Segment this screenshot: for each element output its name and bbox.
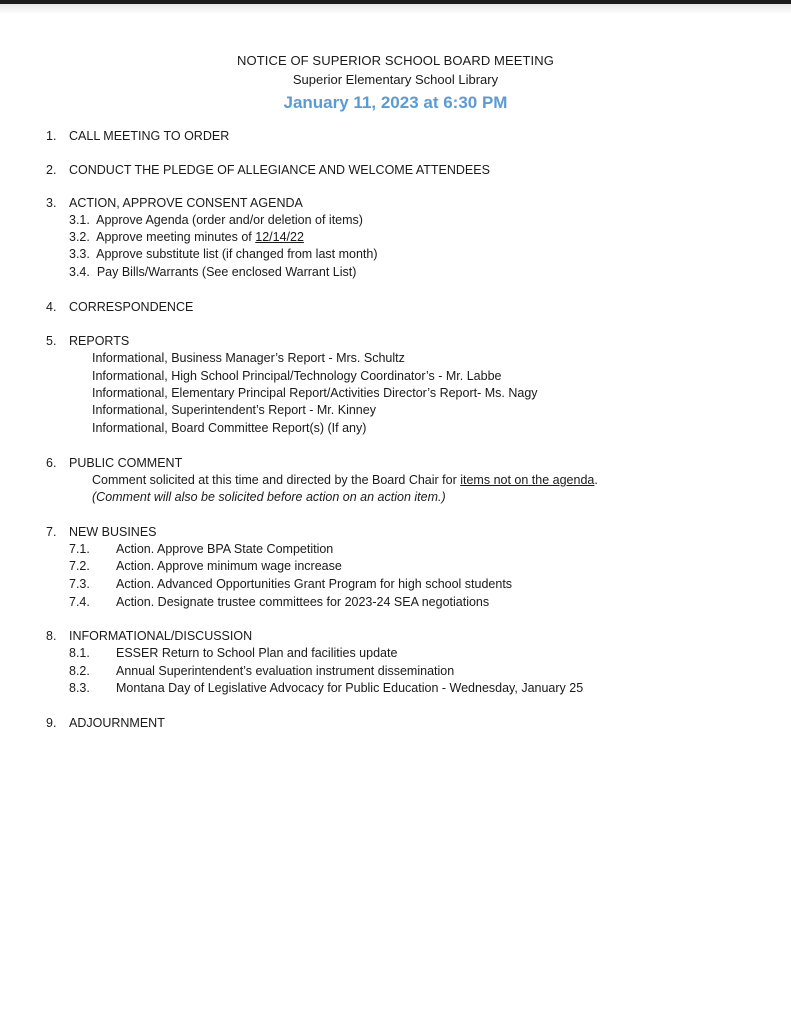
sub-number: 7.2. — [69, 559, 90, 573]
sub-number: 3.2. — [69, 230, 90, 244]
sub-number: 3.4. — [69, 265, 90, 279]
sub-item-7-3 — [69, 576, 513, 592]
item-number: 9. — [46, 716, 57, 730]
sub-number: 8.1. — [69, 646, 90, 660]
sub-text: Approve meeting minutes of — [96, 230, 256, 244]
item-number: 7. — [46, 525, 57, 539]
meeting-location: Superior Elementary School Library — [292, 72, 499, 87]
sub-text: Action. Approve minimum wage increase — [116, 559, 342, 573]
item-label: PUBLIC COMMENT — [69, 456, 183, 470]
report-line: Informational, High School Principal/Technology Coordinator’s - Mr. Labbe — [92, 369, 502, 383]
sub-item-3-4 — [69, 264, 356, 280]
sub-text: ESSER Return to School Plan and facilities update — [116, 646, 398, 660]
sub-item-7-1 — [69, 541, 334, 557]
item-number: 1. — [46, 129, 57, 143]
sub-number: 7.4. — [69, 595, 90, 609]
item-label: ACTION, APPROVE CONSENT AGENDA — [69, 196, 303, 210]
item-number: 8. — [46, 629, 57, 643]
sub-item-8-2 — [69, 663, 455, 679]
item-label: INFORMATIONAL/DISCUSSION — [69, 629, 253, 643]
sub-text: Pay Bills/Warrants (See enclosed Warrant List) — [96, 265, 357, 279]
sub-text: Approve Agenda (order and/or deletion of items) — [96, 213, 363, 227]
sub-text: Annual Superintendent’s evaluation instrument dissemination — [116, 664, 455, 678]
sub-text: Action. Designate trustee committees for 2023-24 SEA negotiations — [116, 595, 490, 609]
sub-text: Action. Advanced Opportunities Grant Program for high school students — [116, 577, 513, 591]
sub-item-8-3 — [69, 680, 584, 696]
report-line: Informational, Business Manager’s Report - Mrs. Schultz — [92, 351, 405, 365]
item-label: REPORTS — [69, 334, 130, 348]
item-label: NEW BUSINES — [69, 525, 157, 539]
sub-item-3-1 — [69, 212, 363, 228]
top-shadow — [0, 4, 791, 14]
sub-item-7-4 — [69, 594, 490, 610]
sub-item-3-2 — [69, 229, 304, 245]
meeting-datetime: January 11, 2023 at 6:30 PM — [283, 93, 508, 112]
item-label: ADJOURNMENT — [69, 716, 165, 730]
item-number: 6. — [46, 456, 57, 470]
item-number: 5. — [46, 334, 57, 348]
notice-title: NOTICE OF SUPERIOR SCHOOL BOARD MEETING — [237, 53, 554, 68]
sub-number: 8.2. — [69, 664, 90, 678]
sub-text: Approve substitute list (if changed from last month) — [96, 247, 378, 261]
sub-item-3-3 — [69, 246, 378, 262]
item-number: 4. — [46, 300, 57, 314]
minutes-date: 12/14/22 — [255, 230, 304, 244]
item-number: 2. — [46, 163, 57, 177]
item-label: CORRESPONDENCE — [69, 300, 194, 314]
document-header — [0, 52, 791, 114]
public-comment-italic-note: (Comment will also be solicited before action on an action item.) — [92, 490, 446, 504]
sub-text: Montana Day of Legislative Advocacy for Public Education - Wednesday, January 25 — [116, 681, 584, 695]
item-number: 3. — [46, 196, 57, 210]
sub-text: Action. Approve BPA State Competition — [116, 542, 334, 556]
report-line: Informational, Board Committee Report(s) (If any) — [92, 421, 367, 435]
sub-number: 3.3. — [69, 247, 90, 261]
comment-period: . — [594, 473, 598, 487]
public-comment-note — [92, 472, 598, 488]
report-line: Informational, Superintendent’s Report - Mr. Kinney — [92, 403, 376, 417]
sub-item-8-1 — [69, 645, 398, 661]
item-label: CONDUCT THE PLEDGE OF ALLEGIANCE AND WELCOME ATTENDEES — [69, 163, 490, 177]
comment-text: Comment solicited at this time and directed by the Board Chair for — [92, 473, 461, 487]
sub-number: 3.1. — [69, 213, 90, 227]
item-label: CALL MEETING TO ORDER — [69, 129, 230, 143]
items-not-on-agenda: items not on the agenda — [460, 473, 595, 487]
sub-number: 7.3. — [69, 577, 90, 591]
sub-number: 7.1. — [69, 542, 90, 556]
sub-item-7-2 — [69, 558, 342, 574]
report-line: Informational, Elementary Principal Report/Activities Director’s Report- Ms. Nagy — [92, 386, 538, 400]
sub-number: 8.3. — [69, 681, 90, 695]
